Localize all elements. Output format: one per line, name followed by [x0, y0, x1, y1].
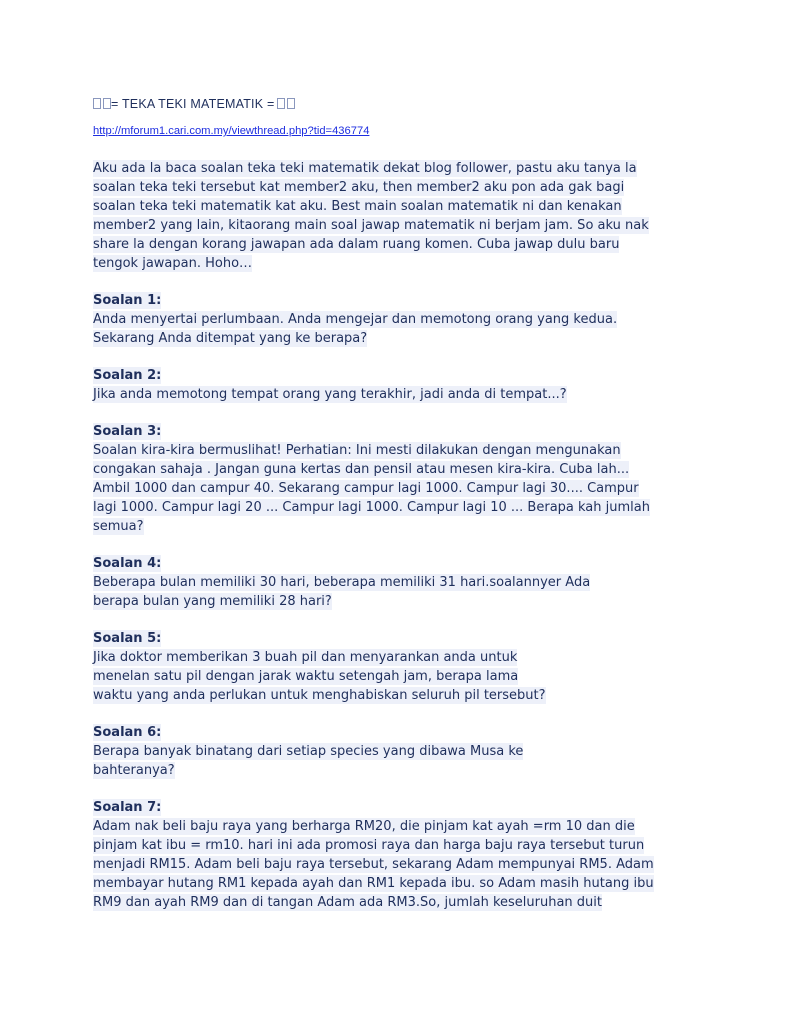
- document-content: [93, 95, 713, 912]
- question-heading: Soalan 5:: [93, 631, 162, 646]
- document-title: [93, 95, 713, 113]
- question-4: [93, 554, 713, 611]
- text-line: lagi 1000. Campur lagi 20 ... Campur lagi 1000. Campur lagi 10 ... Berapa kah jumlah: [93, 500, 650, 515]
- text-line: berapa bulan yang memiliki 28 hari?: [93, 594, 332, 609]
- text-line: soalan teka teki tersebut kat member2 aku, then member2 aku pon ada gak bagi: [93, 180, 625, 195]
- question-1: [93, 291, 713, 348]
- missing-glyph-icon: [103, 98, 111, 109]
- text-line: pinjam kat ibu = rm10. hari ini ada promosi raya dan harga baju raya tersebut turun: [93, 838, 645, 853]
- missing-glyph-icon: [277, 98, 285, 109]
- text-line: Berapa banyak binatang dari setiap species yang dibawa Musa ke: [93, 744, 524, 759]
- text-line: Aku ada la baca soalan teka teki matematik dekat blog follower, pastu aku tanya la: [93, 161, 637, 176]
- question-7: [93, 798, 713, 912]
- text-line: menjadi RM15. Adam beli baju raya tersebut, sekarang Adam mempunyai RM5. Adam: [93, 857, 654, 872]
- missing-glyph-icon: [287, 98, 295, 109]
- question-heading: Soalan 6:: [93, 725, 162, 740]
- text-line: Adam nak beli baju raya yang berharga RM20, die pinjam kat ayah =rm 10 dan die: [93, 819, 635, 834]
- text-line: soalan teka teki matematik kat aku. Best main soalan matematik ni dan kenakan: [93, 199, 622, 214]
- question-5: [93, 629, 713, 705]
- text-line: Beberapa bulan memiliki 30 hari, beberapa memiliki 31 hari.soalannyer Ada: [93, 575, 591, 590]
- text-line: Jika anda memotong tempat orang yang terakhir, jadi anda di tempat...?: [93, 387, 567, 402]
- text-line: member2 yang lain, kitaorang main soal jawap matematik ni berjam jam. So aku nak: [93, 218, 649, 233]
- text-line: membayar hutang RM1 kepada ayah dan RM1 kepada ibu. so Adam masih hutang ibu: [93, 876, 654, 891]
- question-heading: Soalan 7:: [93, 800, 162, 815]
- question-heading: Soalan 4:: [93, 556, 162, 571]
- text-line: bahteranya?: [93, 763, 175, 778]
- question-6: [93, 723, 713, 780]
- question-heading: Soalan 3:: [93, 424, 162, 439]
- question-heading: Soalan 2:: [93, 368, 162, 383]
- text-line: Ambil 1000 dan campur 40. Sekarang campur lagi 1000. Campur lagi 30.... Campur: [93, 481, 639, 496]
- text-line: share la dengan korang jawapan ada dalam ruang komen. Cuba jawap dulu baru: [93, 237, 620, 252]
- text-line: Anda menyertai perlumbaan. Anda mengejar dan memotong orang yang kedua.: [93, 312, 618, 327]
- text-line: Soalan kira-kira bermuslihat! Perhatian: Ini mesti dilakukan dengan mengunakan: [93, 443, 621, 458]
- question-heading: Soalan 1:: [93, 293, 162, 308]
- text-line: Jika doktor memberikan 3 buah pil dan menyarankan anda untuk: [93, 650, 518, 665]
- intro-paragraph: [93, 159, 713, 273]
- text-line: Sekarang Anda ditempat yang ke berapa?: [93, 331, 368, 346]
- text-line: RM9 dan ayah RM9 dan di tangan Adam ada RM3.So, jumlah keseluruhan duit: [93, 895, 602, 910]
- question-3: [93, 422, 713, 536]
- text-line: tengok jawapan. Hoho…: [93, 256, 253, 271]
- text-line: semua?: [93, 519, 144, 534]
- question-2: [93, 366, 713, 404]
- title-text: = TEKA TEKI MATEMATIK =: [111, 97, 275, 111]
- text-line: congakan sahaja . Jangan guna kertas dan pensil atau mesen kira-kira. Cuba lah...: [93, 462, 630, 477]
- text-line: waktu yang anda perlukan untuk menghabiskan seluruh pil tersebut?: [93, 688, 546, 703]
- missing-glyph-icon: [93, 98, 101, 109]
- text-line: menelan satu pil dengan jarak waktu setengah jam, berapa lama: [93, 669, 519, 684]
- source-link[interactable]: http://mforum1.cari.com.my/viewthread.php?tid=436774: [93, 125, 370, 137]
